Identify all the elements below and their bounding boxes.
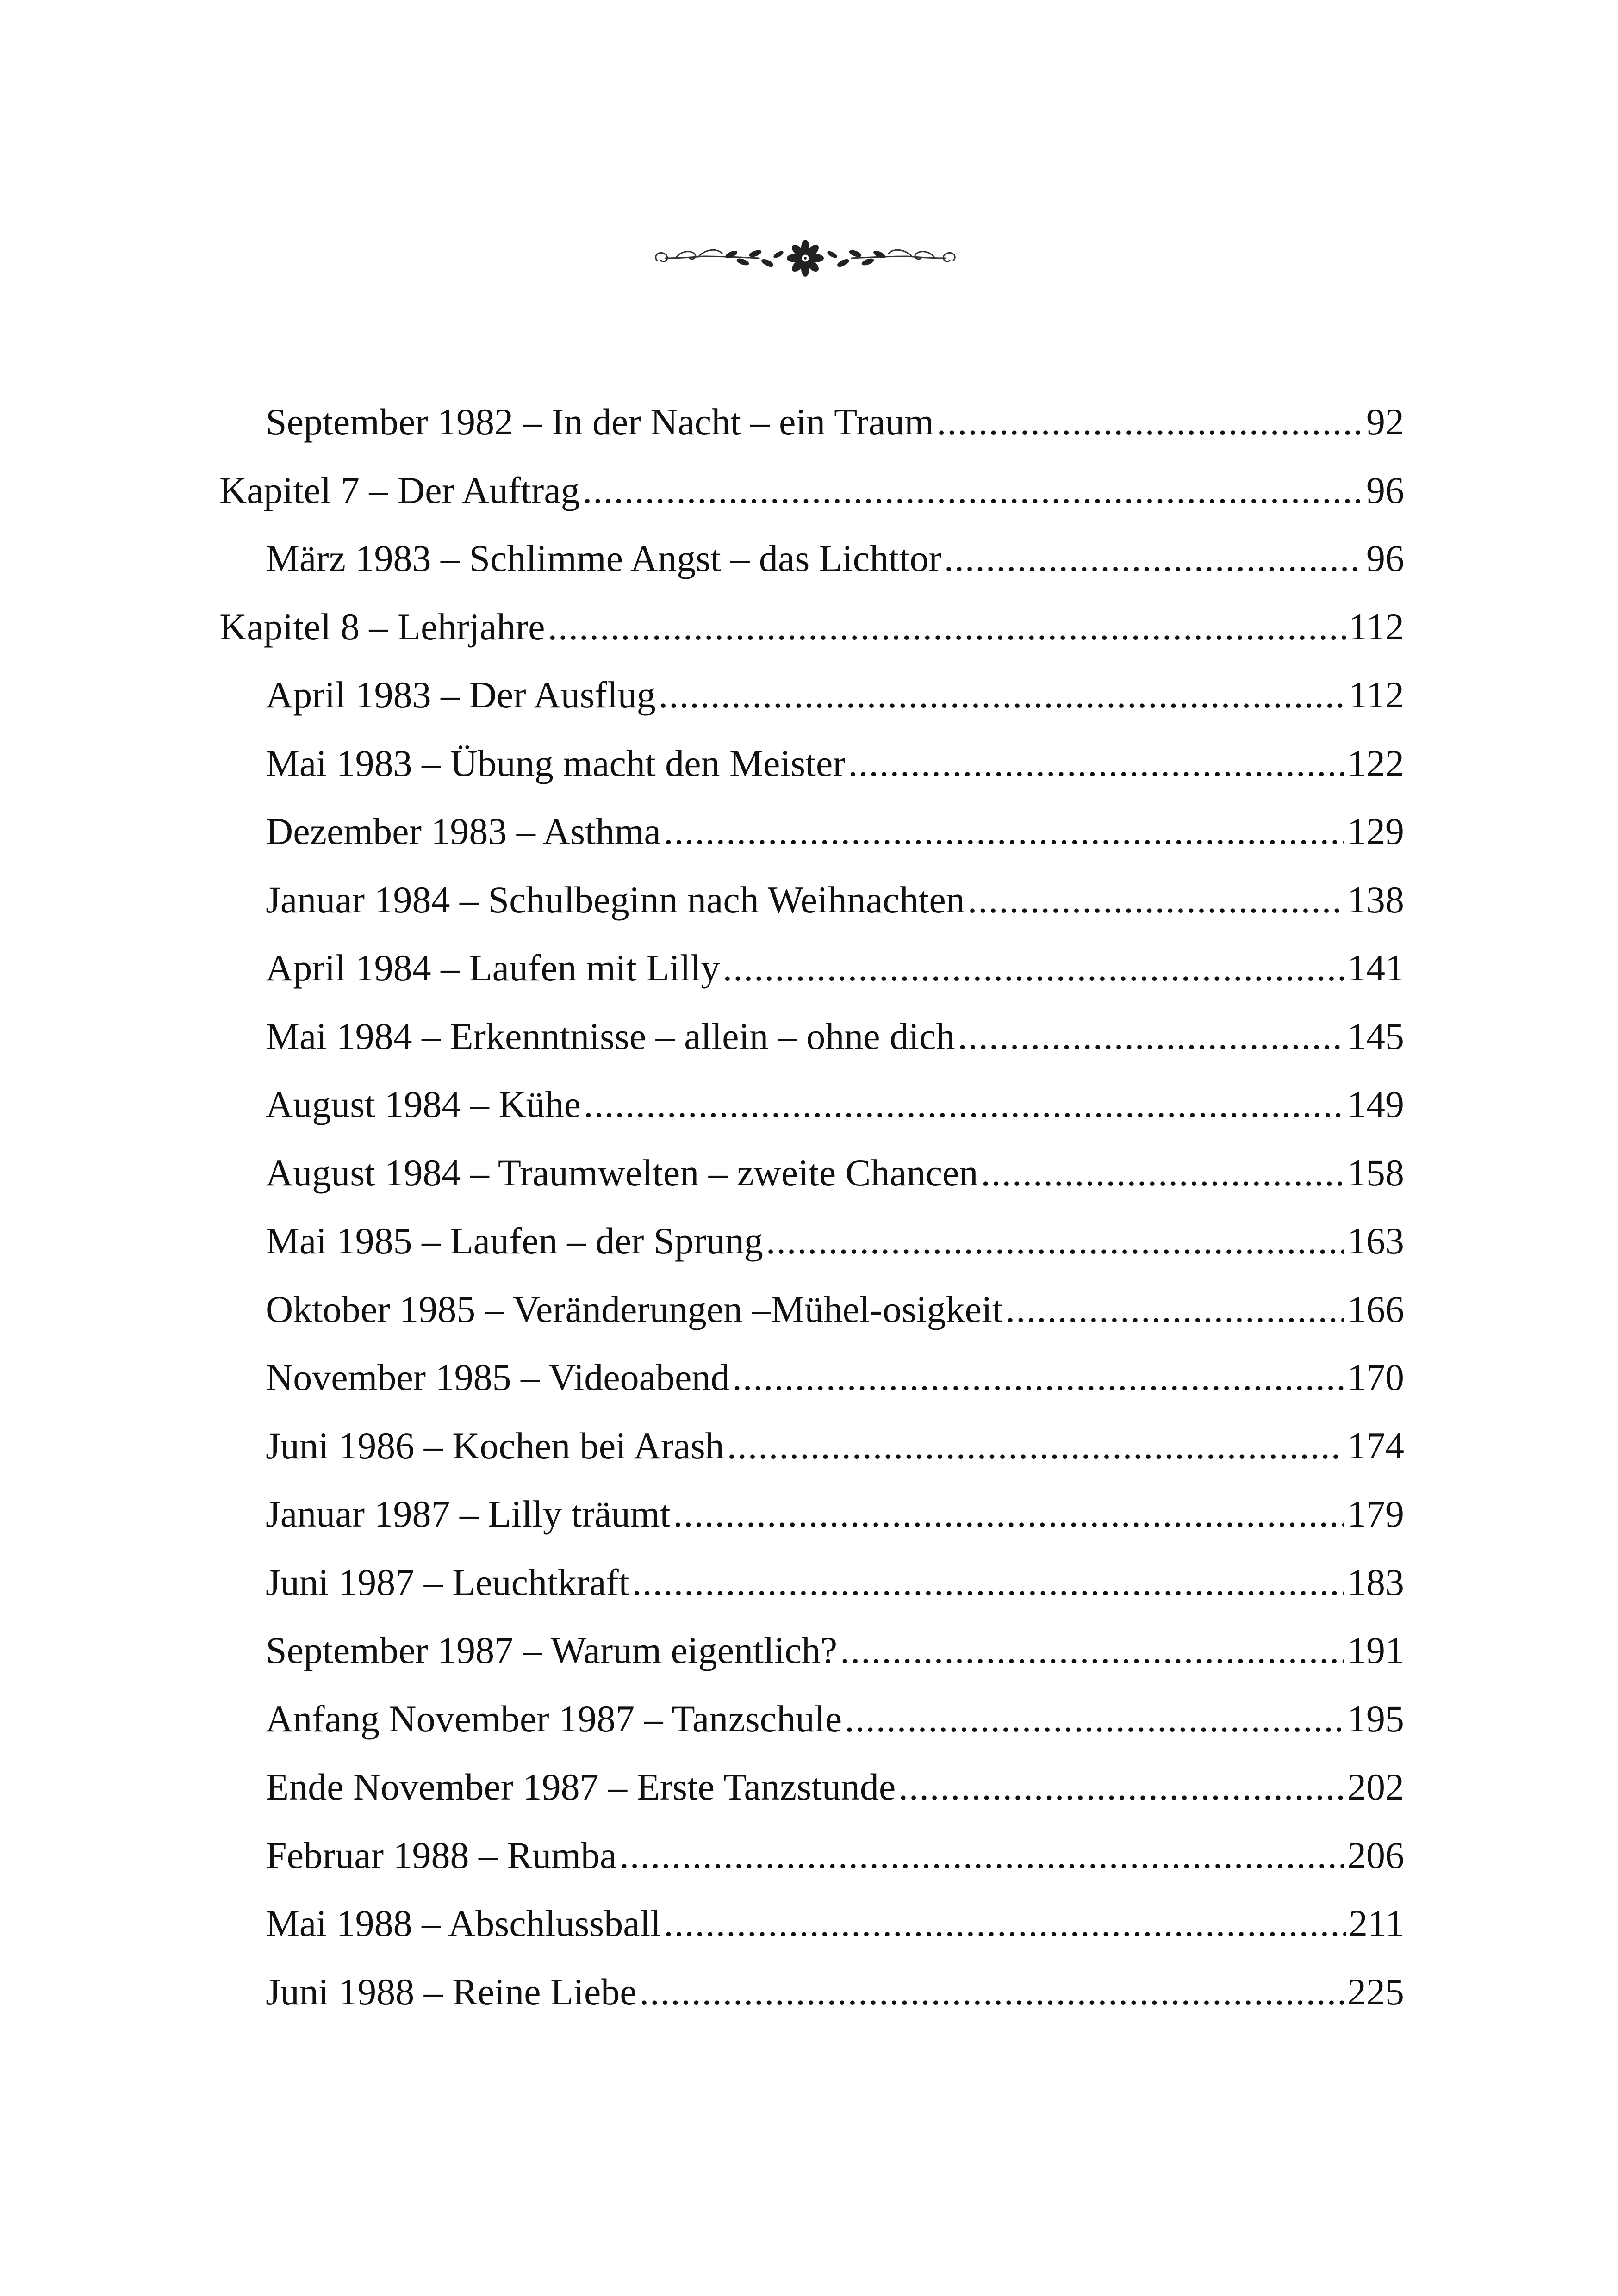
toc-entry-page-number: 179 bbox=[1347, 1493, 1404, 1535]
toc-entry-page-number: 170 bbox=[1347, 1356, 1404, 1398]
toc-entry bbox=[219, 1548, 1404, 1617]
toc-entry bbox=[219, 1753, 1404, 1821]
toc-dot-leader bbox=[1006, 1275, 1344, 1344]
toc-dot-leader bbox=[840, 1616, 1344, 1685]
toc-entry-title: Kapitel 8 – Lehrjahre bbox=[219, 605, 545, 648]
toc-entry-page-number: 174 bbox=[1347, 1424, 1404, 1467]
toc-entry-title: September 1987 – Warum eigentlich? bbox=[266, 1629, 838, 1671]
toc-entry bbox=[219, 1685, 1404, 1753]
toc-dot-leader bbox=[619, 1821, 1344, 1890]
toc-entry bbox=[219, 524, 1404, 593]
toc-dot-leader bbox=[640, 1958, 1344, 2026]
toc-entry bbox=[219, 1958, 1404, 2026]
toc-dot-leader bbox=[659, 661, 1346, 729]
toc-dot-leader bbox=[548, 593, 1346, 661]
toc-entry-title: Dezember 1983 – Asthma bbox=[266, 810, 661, 852]
toc-dot-leader bbox=[944, 524, 1363, 593]
toc-entry-title: Juni 1987 – Leuchtkraft bbox=[266, 1561, 629, 1603]
toc-dot-leader bbox=[673, 1480, 1345, 1548]
toc-entry-title: Kapitel 7 – Der Auftrag bbox=[219, 469, 580, 511]
toc-dot-leader bbox=[584, 1070, 1344, 1139]
toc-entry bbox=[219, 1343, 1404, 1412]
toc-entry bbox=[219, 1275, 1404, 1344]
toc-entry-title: Januar 1984 – Schulbeginn nach Weihnachten bbox=[266, 878, 965, 921]
toc-entry bbox=[219, 456, 1404, 525]
toc-entry-title: April 1983 – Der Ausflug bbox=[266, 674, 656, 716]
toc-entry bbox=[219, 1889, 1404, 1958]
toc-entry-page-number: 138 bbox=[1347, 878, 1404, 921]
toc-entry-page-number: 96 bbox=[1366, 469, 1404, 511]
toc-entry-page-number: 145 bbox=[1347, 1015, 1404, 1057]
toc-dot-leader bbox=[664, 797, 1344, 866]
toc-dot-leader bbox=[723, 934, 1344, 1002]
toc-entry-page-number: 149 bbox=[1347, 1083, 1404, 1125]
toc-entry-title: April 1984 – Laufen mit Lilly bbox=[266, 947, 720, 989]
toc-entry bbox=[219, 1616, 1404, 1685]
toc-entry-page-number: 112 bbox=[1349, 605, 1404, 648]
toc-entry bbox=[219, 1070, 1404, 1139]
toc-entry bbox=[219, 1412, 1404, 1480]
toc-entry-title: Mai 1983 – Übung macht den Meister bbox=[266, 742, 846, 784]
toc-dot-leader bbox=[583, 456, 1363, 525]
toc-entry-page-number: 225 bbox=[1347, 1970, 1404, 2013]
toc-entry bbox=[219, 1480, 1404, 1548]
toc-entry-title: März 1983 – Schlimme Angst – das Lichttor bbox=[266, 537, 941, 579]
toc-entry-page-number: 96 bbox=[1366, 537, 1404, 579]
toc-dot-leader bbox=[732, 1343, 1344, 1412]
floral-divider-icon bbox=[648, 235, 963, 281]
toc-entry-title: August 1984 – Kühe bbox=[266, 1083, 581, 1125]
toc-entry-page-number: 211 bbox=[1349, 1902, 1404, 1944]
toc-entry bbox=[219, 593, 1404, 661]
toc-entry-page-number: 163 bbox=[1347, 1220, 1404, 1262]
toc-dot-leader bbox=[727, 1412, 1344, 1480]
toc-entry-page-number: 191 bbox=[1347, 1629, 1404, 1671]
toc-entry bbox=[219, 1002, 1404, 1071]
toc-dot-leader bbox=[664, 1889, 1346, 1958]
toc-dot-leader bbox=[937, 388, 1363, 456]
toc-entry-page-number: 166 bbox=[1347, 1288, 1404, 1330]
toc-entry-title: Mai 1984 – Erkenntnisse – allein – ohne dich bbox=[266, 1015, 955, 1057]
toc-entry-title: Oktober 1985 – Veränderungen –Mühel-osigkeit bbox=[266, 1288, 1003, 1330]
toc-entry bbox=[219, 729, 1404, 798]
toc-entry bbox=[219, 934, 1404, 1002]
toc-entry-title: November 1985 – Videoabend bbox=[266, 1356, 730, 1398]
toc-entry-title: Februar 1988 – Rumba bbox=[266, 1834, 617, 1876]
toc-entry-title: Juni 1986 – Kochen bei Arash bbox=[266, 1424, 724, 1467]
toc-entry bbox=[219, 661, 1404, 729]
toc-entry-title: Januar 1987 – Lilly träumt bbox=[266, 1493, 671, 1535]
toc-dot-leader bbox=[981, 1139, 1344, 1207]
toc-entry-page-number: 158 bbox=[1347, 1151, 1404, 1194]
toc-entry-page-number: 122 bbox=[1347, 742, 1404, 784]
toc-entry bbox=[219, 797, 1404, 866]
toc-entry-page-number: 202 bbox=[1347, 1766, 1404, 1808]
toc-entry-page-number: 141 bbox=[1347, 947, 1404, 989]
toc-entry bbox=[219, 1139, 1404, 1207]
toc-dot-leader bbox=[632, 1548, 1344, 1617]
toc-dot-leader bbox=[968, 866, 1344, 934]
toc-entry-title: September 1982 – In der Nacht – ein Traum bbox=[266, 401, 934, 443]
toc-entry bbox=[219, 388, 1404, 456]
table-of-contents bbox=[219, 388, 1404, 2026]
toc-entry-title: Ende November 1987 – Erste Tanzstunde bbox=[266, 1766, 896, 1808]
toc-entry-page-number: 92 bbox=[1366, 401, 1404, 443]
toc-entry bbox=[219, 1207, 1404, 1275]
toc-entry-page-number: 183 bbox=[1347, 1561, 1404, 1603]
toc-entry bbox=[219, 866, 1404, 934]
toc-dot-leader bbox=[958, 1002, 1344, 1071]
toc-entry-title: Mai 1985 – Laufen – der Sprung bbox=[266, 1220, 763, 1262]
toc-entry bbox=[219, 1821, 1404, 1890]
toc-dot-leader bbox=[845, 1685, 1344, 1753]
toc-entry-page-number: 195 bbox=[1347, 1697, 1404, 1740]
toc-entry-page-number: 129 bbox=[1347, 810, 1404, 852]
toc-dot-leader bbox=[766, 1207, 1344, 1275]
toc-entry-title: Anfang November 1987 – Tanzschule bbox=[266, 1697, 842, 1740]
toc-dot-leader bbox=[848, 729, 1344, 798]
toc-dot-leader bbox=[898, 1753, 1344, 1821]
toc-entry-title: Mai 1988 – Abschlussball bbox=[266, 1902, 661, 1944]
toc-entry-title: August 1984 – Traumwelten – zweite Chancen bbox=[266, 1151, 978, 1194]
toc-entry-page-number: 112 bbox=[1349, 674, 1404, 716]
toc-entry-page-number: 206 bbox=[1347, 1834, 1404, 1876]
toc-entry-title: Juni 1988 – Reine Liebe bbox=[266, 1970, 637, 2013]
